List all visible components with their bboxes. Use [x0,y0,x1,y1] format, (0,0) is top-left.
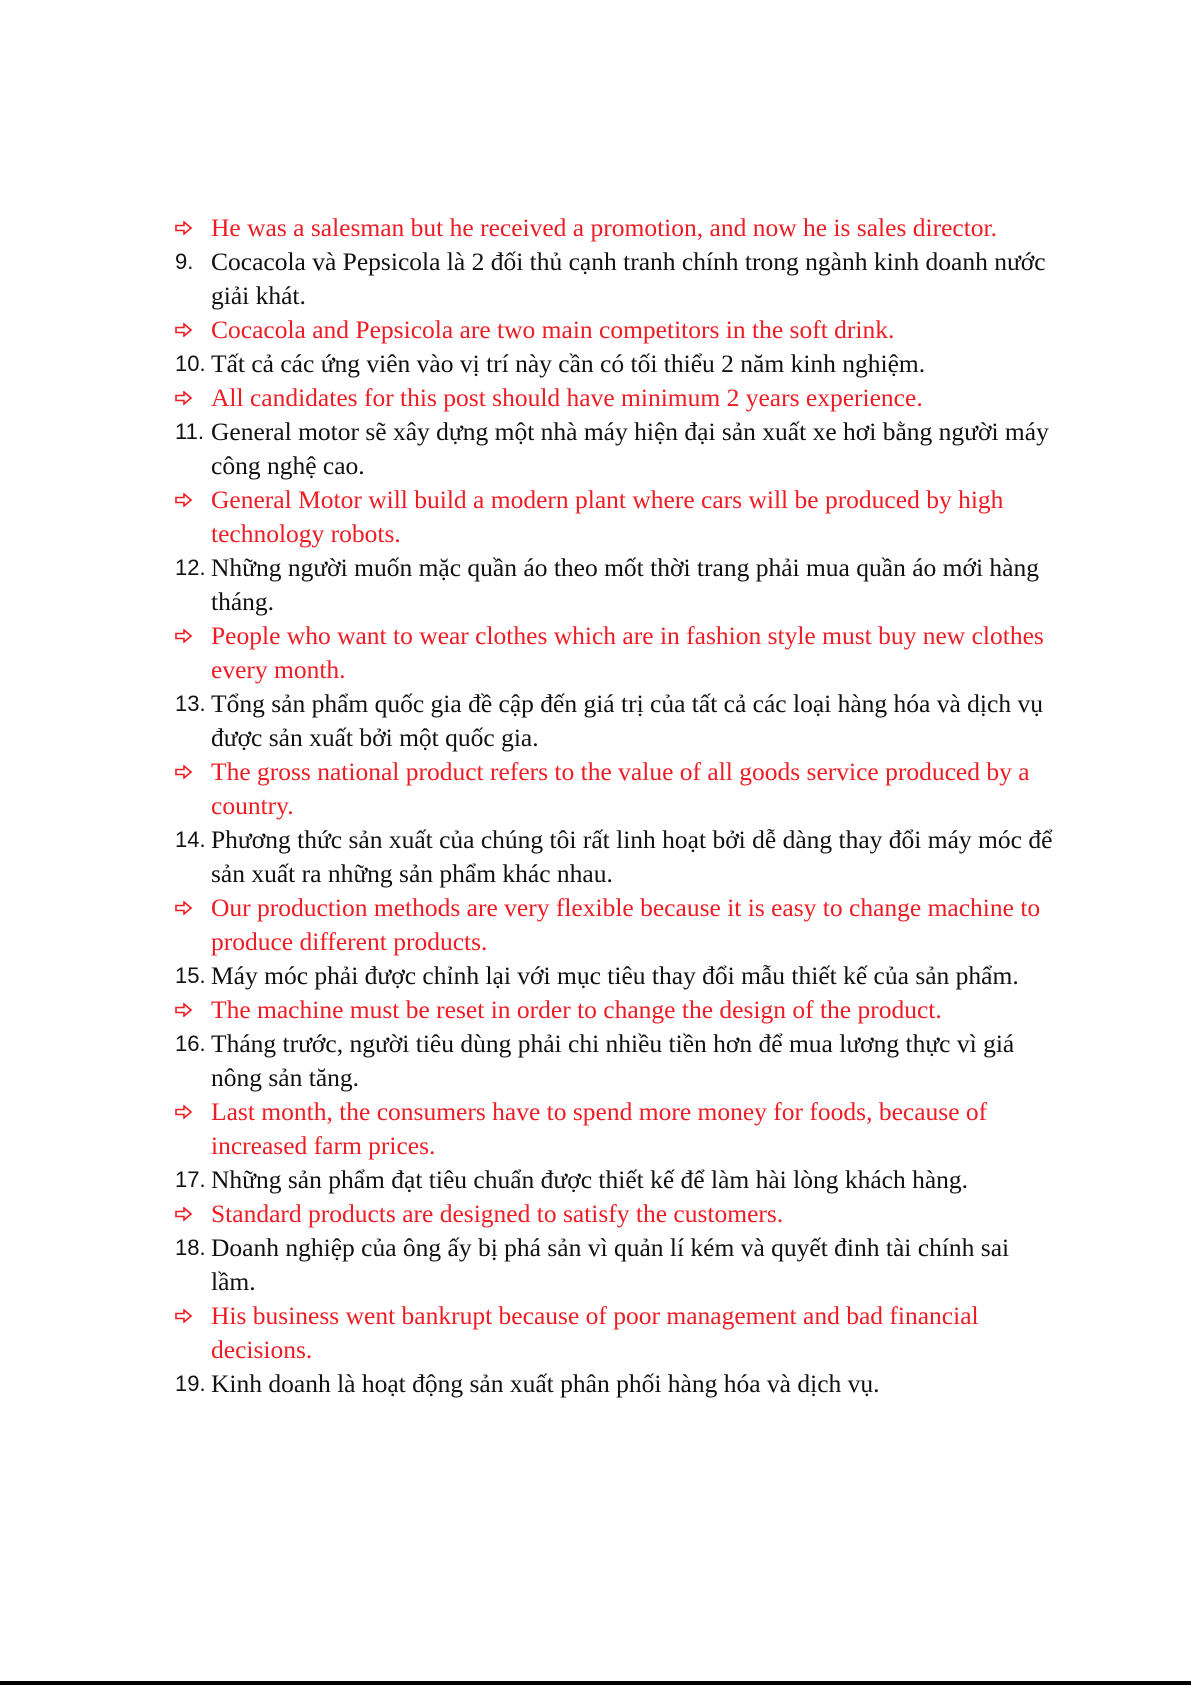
vietnamese-sentence: Tổng sản phẩm quốc gia đề cập đến giá trị của tất cả các loại hàng hóa và dịch vụ được sản xuất bởi một quốc gia. [211,689,1043,752]
english-translation [175,1095,1055,1163]
vietnamese-sentence: Tháng trước, người tiêu dùng phải chi nhiều tiền hơn để mua lương thực vì giá nông sản tăng. [211,1029,1015,1092]
vietnamese-sentence-item [175,347,1055,381]
vietnamese-sentence-item [175,959,1055,993]
english-translation [175,211,1055,245]
english-translation [175,483,1055,551]
arrow-right-icon [175,483,211,507]
vietnamese-sentence: Tất cả các ứng viên vào vị trí này cần có tối thiểu 2 năm kinh nghiệm. [211,349,926,378]
item-number: 18. [175,1235,206,1260]
english-sentence: Standard products are designed to satisfy the customers. [211,1199,784,1228]
vietnamese-sentence-item [175,1231,1055,1299]
item-number: 16. [175,1031,206,1056]
vietnamese-sentence: Kinh doanh là hoạt động sản xuất phân phối hàng hóa và dịch vụ. [211,1369,880,1398]
vietnamese-sentence-item [175,551,1055,619]
arrow-right-icon [175,1197,211,1221]
english-translation [175,313,1055,347]
english-sentence: Cocacola and Pepsicola are two main competitors in the soft drink. [211,315,895,344]
item-number: 10. [175,351,206,376]
vietnamese-sentence: Những sản phẩm đạt tiêu chuẩn được thiết kế để làm hài lòng khách hàng. [211,1165,969,1194]
english-sentence: Our production methods are very flexible because it is easy to change machine to produce different products. [211,893,1041,956]
english-translation [175,993,1055,1027]
item-number: 17. [175,1167,206,1192]
vietnamese-sentence: Phương thức sản xuất của chúng tôi rất linh hoạt bởi dễ dàng thay đổi máy móc để sản xuất ra những sản phẩm khác nhau. [211,825,1053,888]
english-sentence: His business went bankrupt because of poor management and bad financial decisions. [211,1301,979,1364]
vietnamese-sentence-item [175,687,1055,755]
exercise-list [175,211,1055,1401]
english-sentence: He was a salesman but he received a promotion, and now he is sales director. [211,213,998,242]
english-sentence: Last month, the consumers have to spend more money for foods, because of increased farm prices. [211,1097,988,1160]
vietnamese-sentence-item [175,415,1055,483]
arrow-right-icon [175,619,211,643]
vietnamese-sentence-item [175,1163,1055,1197]
english-sentence: The machine must be reset in order to change the design of the product. [211,995,942,1024]
arrow-right-icon [175,891,211,915]
page-bottom-border [0,1681,1191,1685]
vietnamese-sentence: Máy móc phải được chỉnh lại với mục tiêu thay đổi mẫu thiết kế của sản phẩm. [211,961,1019,990]
arrow-right-icon [175,993,211,1017]
arrow-right-icon [175,1095,211,1119]
english-sentence: People who want to wear clothes which are in fashion style must buy new clothes every month. [211,621,1044,684]
vietnamese-sentence: Cocacola và Pepsicola là 2 đối thủ cạnh tranh chính trong ngành kinh doanh nước giải khát. [211,247,1046,310]
item-number: 11. [175,419,204,444]
vietnamese-sentence: Những người muốn mặc quần áo theo mốt thời trang phải mua quần áo mới hàng tháng. [211,553,1039,616]
english-translation [175,381,1055,415]
item-number: 13. [175,691,206,716]
item-number: 12. [175,555,206,580]
arrow-right-icon [175,1299,211,1323]
vietnamese-sentence-item [175,245,1055,313]
vietnamese-sentence: General motor sẽ xây dựng một nhà máy hiện đại sản xuất xe hơi bằng người máy công nghệ cao. [211,417,1049,480]
item-number: 9. [175,249,194,274]
english-sentence: General Motor will build a modern plant where cars will be produced by high technology robots. [211,485,1004,548]
arrow-right-icon [175,381,211,405]
item-number: 15. [175,963,206,988]
vietnamese-sentence-item [175,1367,1055,1401]
english-translation [175,1299,1055,1367]
item-number: 14. [175,827,206,852]
english-translation [175,891,1055,959]
arrow-right-icon [175,313,211,337]
english-sentence: The gross national product refers to the value of all goods service produced by a country. [211,757,1030,820]
arrow-right-icon [175,211,211,235]
vietnamese-sentence: Doanh nghiệp của ông ấy bị phá sản vì quản lí kém và quyết đinh tài chính sai lầm. [211,1233,1010,1296]
arrow-right-icon [175,755,211,779]
english-sentence: All candidates for this post should have minimum 2 years experience. [211,383,923,412]
vietnamese-sentence-item [175,1027,1055,1095]
vietnamese-sentence-item [175,823,1055,891]
english-translation [175,755,1055,823]
english-translation [175,619,1055,687]
item-number: 19. [175,1371,206,1396]
english-translation [175,1197,1055,1231]
